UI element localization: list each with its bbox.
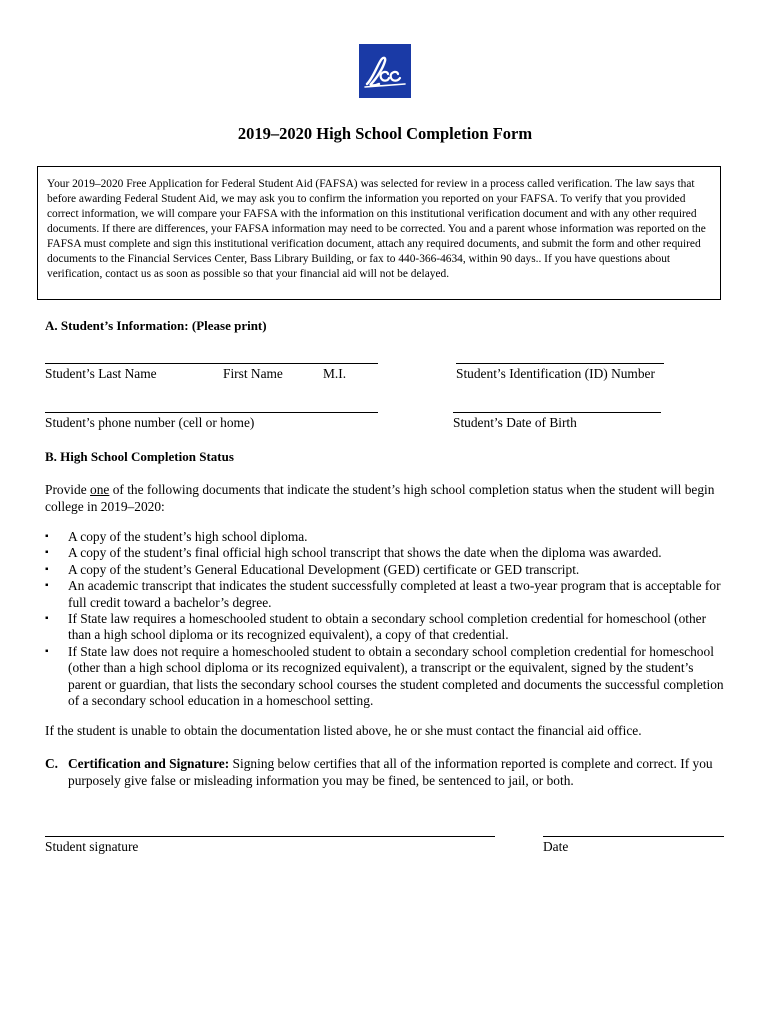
certification-statement: C. Certification and Signature: Signing below certifies that all of the information reported is complete and correct. If you purposely give false or misleading information you may be fined, be sentenced to jail, or both.: [45, 756, 713, 788]
phone-label: Student’s phone number (cell or home): [45, 415, 255, 430]
dob-line[interactable]: [453, 412, 661, 413]
provide-emphasis: one: [90, 482, 110, 497]
provide-instruction: Provide one of the following documents that indicate the student’s high school completion status when the student will begin college in 2019–2020:: [45, 482, 715, 514]
dob-label: Student’s Date of Birth: [453, 415, 577, 430]
list-item: ▪ An academic transcript that indicates the student successfully completed at least a two-year program that is acceptable for full credit toward a bachelor’s degree.: [45, 578, 721, 610]
list-item: ▪ A copy of the student’s final official high school transcript that shows the date when the diploma was awarded.: [45, 545, 662, 561]
student-id-label: Student’s Identification (ID) Number: [456, 366, 655, 381]
bullet-icon: ▪: [45, 563, 49, 575]
lcc-logo-icon: [359, 44, 411, 98]
section-a-heading: A. Student’s Information: (Please print): [45, 318, 267, 333]
unable-note: If the student is unable to obtain the documentation listed above, he or she must contact the financial aid office.: [45, 723, 642, 738]
list-item: ▪ If State law does not require a homeschooled student to obtain a secondary school completion credential for homeschool (other than a high school diploma or its recognized equivalent), a transcript or the equivalent, signed by the student’s parent or guardian, that lists the secondary school courses the student completed and documents the successful completion of a secondary school education in a homeschool setting.: [45, 643, 724, 709]
bullet-icon: ▪: [45, 547, 49, 559]
signature-label: Student signature: [45, 839, 139, 854]
bullet-icon: ▪: [45, 645, 49, 657]
list-item: ▪ If State law requires a homeschooled student to obtain a secondary school completion credential for homeschool (other than a high school diploma or its recognized equivalent), a copy of that credential.: [45, 611, 707, 643]
list-item: ▪ A copy of the student’s General Educational Development (GED) certificate or GED transcript.: [45, 561, 580, 577]
list-item: ▪ A copy of the student’s high school diploma.: [45, 529, 308, 544]
section-c-heading: Certification and Signature:: [68, 756, 230, 771]
phone-line[interactable]: [45, 412, 378, 413]
last-name-label: Student’s Last Name: [45, 366, 157, 381]
bullet-icon: ▪: [45, 580, 49, 592]
first-name-label: First Name: [223, 366, 283, 381]
bullet-icon: ▪: [45, 613, 49, 625]
section-b-heading: B. High School Completion Status: [45, 449, 234, 464]
student-id-line[interactable]: [456, 363, 664, 364]
mi-label: M.I.: [323, 366, 347, 381]
name-line[interactable]: [45, 363, 378, 364]
section-c-letter: C.: [45, 756, 59, 771]
form-title: 2019–2020 High School Completion Form: [237, 124, 533, 143]
date-line[interactable]: [543, 836, 724, 837]
college-logo: [359, 44, 411, 98]
bullet-icon: ▪: [45, 531, 49, 542]
signature-line[interactable]: [45, 836, 495, 837]
date-label: Date: [543, 839, 569, 854]
document-list: [45, 529, 729, 709]
intro-notice: Your 2019–2020 Free Application for Federal Student Aid (FAFSA) was selected for review in a process called verification. The law says that before awarding Federal Student Aid, we may ask you to confirm the information you reported on your FAFSA. To verify that you provided correct information, we will compare your FAFSA with the information on this institutional verification document and with any other required documents. If there are differences, your FAFSA information may need to be corrected. You and a parent whose information was reported on the FAFSA must complete and sign this institutional verification document, attach any required documents, and submit the form and other required documents to the Financial Services Center, Bass Library Building, or fax to 440-366-4634, within 90 days.. If you have questions about verification, contact us as soon as possible so that your financial aid will not be delayed.: [37, 166, 721, 300]
